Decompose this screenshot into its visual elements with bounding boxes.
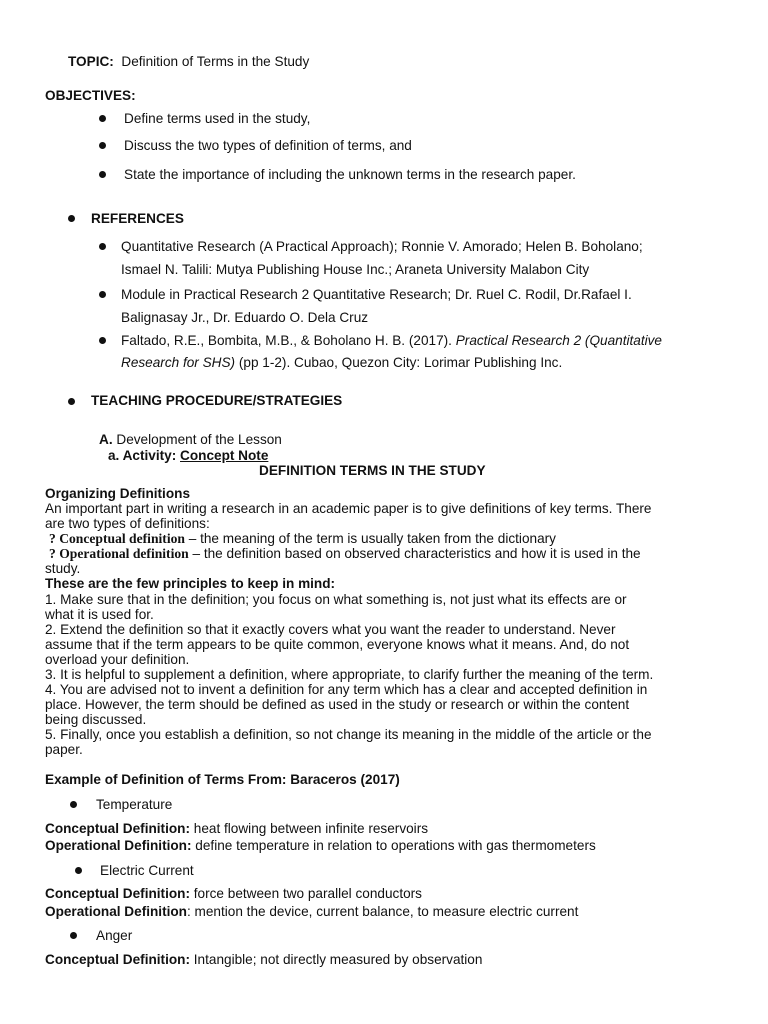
bullet-icon xyxy=(99,243,106,250)
reference-item-line: Quantitative Research (A Practical Approach); Ronnie V. Amorado; Helen B. Boholano; xyxy=(121,239,643,254)
conceptual-example xyxy=(45,886,422,901)
organizing-heading: Organizing Definitions xyxy=(45,486,190,501)
principles-heading: These are the few principles to keep in mind: xyxy=(45,576,336,591)
operational-term: ? Operational definition xyxy=(49,546,189,561)
reference-title: Practical Research 2 (Quantitative xyxy=(455,333,662,348)
operational-value: define temperature in relation to operations with gas thermometers xyxy=(191,838,596,853)
conceptual-value: force between two parallel conductors xyxy=(190,886,422,901)
conceptual-label: Conceptual Definition: xyxy=(45,886,190,901)
operational-label: Operational Definition xyxy=(45,904,187,919)
intro-text: An important part in writing a research in an academic paper is to give definitions of key terms. There xyxy=(45,501,652,516)
bullet-icon xyxy=(99,142,106,149)
operational-separator: : xyxy=(186,838,192,853)
section-text: Development of the Lesson xyxy=(116,432,282,447)
operational-separator: : xyxy=(186,904,191,919)
principle-line: 3. It is helpful to supplement a definition, where appropriate, to clarify further the meaning of the term. xyxy=(45,667,654,682)
conceptual-value: Intangible; not directly measured by observation xyxy=(190,952,483,967)
bullet-icon xyxy=(68,215,75,222)
teaching-heading: TEACHING PROCEDURE/STRATEGIES xyxy=(91,393,343,408)
reference-item-line: Balignasay Jr., Dr. Eduardo O. Dela Cruz xyxy=(121,310,369,325)
reference-item-line: Module in Practical Research 2 Quantitative Research; Dr. Ruel C. Rodil, Dr.Rafael I. xyxy=(121,287,632,302)
examples-heading: Example of Definition of Terms From: Baraceros (2017) xyxy=(45,772,400,787)
principle-line: 5. Finally, once you establish a definition, so not change its meaning in the middle of the article or the xyxy=(45,727,652,742)
activity-label: a. Activity: xyxy=(108,448,177,463)
objectives-heading: OBJECTIVES: xyxy=(45,88,136,103)
principle-line: 2. Extend the definition so that it exactly covers what you want the reader to understand. Never xyxy=(45,622,616,637)
reference-title: Research for SHS) xyxy=(121,355,236,370)
conceptual-value: heat flowing between infinite reservoirs xyxy=(190,821,429,836)
operational-example xyxy=(45,904,578,919)
references-heading: REFERENCES xyxy=(91,211,184,226)
bullet-icon xyxy=(99,115,106,122)
conceptual-definition-line xyxy=(49,531,556,547)
topic-text: Definition of Terms in the Study xyxy=(121,54,310,69)
principle-line: 1. Make sure that in the definition; you focus on what something is, not just what its effects are or xyxy=(45,592,627,607)
reference-text: (pp 1-2). Cubao, Quezon City: Lorimar Publishing Inc. xyxy=(235,355,563,370)
content-title: DEFINITION TERMS IN THE STUDY xyxy=(259,463,486,478)
reference-item-line: Ismael N. Talili: Mutya Publishing House Inc.; Araneta University Malabon City xyxy=(121,262,590,277)
objective-item: Discuss the two types of definition of terms, and xyxy=(124,138,412,153)
principle-line: place. However, the term should be defined as used in the study or research or within the content xyxy=(45,697,630,712)
objective-item: State the importance of including the unknown terms in the research paper. xyxy=(124,167,576,182)
conceptual-label: Conceptual Definition: xyxy=(45,952,190,967)
conceptual-example xyxy=(45,821,428,836)
reference-item-line xyxy=(121,333,662,348)
bullet-icon xyxy=(99,291,106,298)
reference-text: Faltado, R.E., Bombita, M.B., & Boholano H. B. (2017). xyxy=(121,333,456,348)
conceptual-term: ? Conceptual definition xyxy=(49,531,185,546)
example-term: Temperature xyxy=(96,797,173,812)
bullet-icon xyxy=(99,337,106,344)
conceptual-example xyxy=(45,952,482,967)
operational-label: Operational Definition xyxy=(45,838,187,853)
operational-definition-line xyxy=(49,546,641,562)
operational-value: mention the device, current balance, to measure electric current xyxy=(190,904,579,919)
bullet-icon xyxy=(68,398,75,405)
topic-label: TOPIC: xyxy=(68,54,114,69)
activity-name: Concept Note xyxy=(180,448,269,463)
principle-line: 4. You are advised not to invent a definition for any term which has a clear and accepted definition in xyxy=(45,682,648,697)
operational-text-cont: study. xyxy=(45,561,81,576)
conceptual-label: Conceptual Definition: xyxy=(45,821,190,836)
topic-line xyxy=(68,54,309,69)
principle-line: being discussed. xyxy=(45,712,147,727)
operational-text: – the definition based on observed characteristics and how it is used in the xyxy=(188,546,641,561)
intro-text: are two types of definitions: xyxy=(45,516,210,531)
operational-example xyxy=(45,838,596,853)
reference-item-line xyxy=(121,355,562,370)
example-term: Anger xyxy=(96,928,133,943)
principle-line: overload your definition. xyxy=(45,652,190,667)
bullet-icon xyxy=(70,801,77,808)
bullet-icon xyxy=(99,171,106,178)
activity-line xyxy=(108,448,268,463)
example-term: Electric Current xyxy=(100,863,194,878)
bullet-icon xyxy=(75,867,82,874)
section-letter: A. xyxy=(99,432,113,447)
lesson-development xyxy=(99,432,282,447)
principle-line: paper. xyxy=(45,742,83,757)
conceptual-text: – the meaning of the term is usually taken from the dictionary xyxy=(184,531,556,546)
objective-item: Define terms used in the study, xyxy=(124,111,311,126)
bullet-icon xyxy=(70,932,77,939)
principle-line: what it is used for. xyxy=(45,607,154,622)
principle-line: assume that if the term appears to be quite common, everyone knows what it means. And, do not xyxy=(45,637,630,652)
